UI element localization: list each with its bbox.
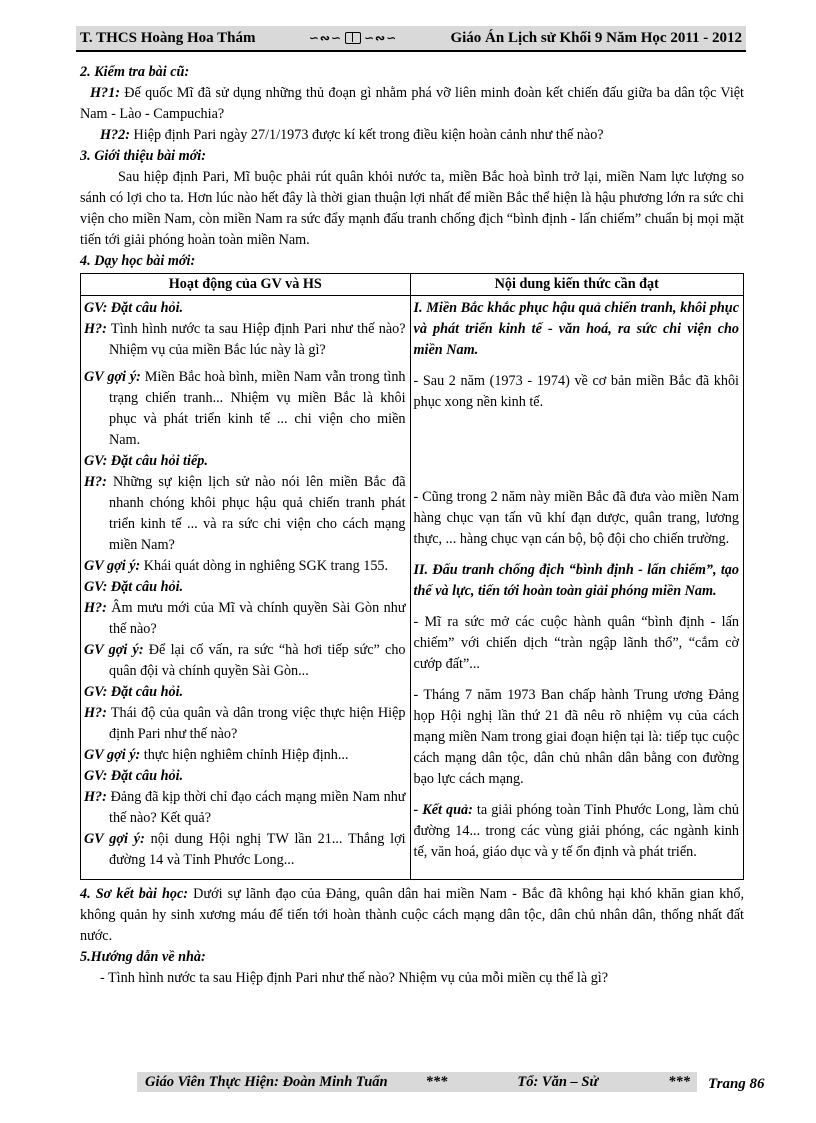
content-item: - Mĩ ra sức mở các cuộc hành quân “bình định - lấn chiếm” với chiến dịch “tràn ngập lãnh thổ”, “cắm cờ cướp đất”... xyxy=(413,614,739,672)
content-item: - Sau 2 năm (1973 - 1974) về cơ bản miền Bắc đã khôi phục xong nền kinh tế. xyxy=(413,373,739,410)
page-number: Trang 86 xyxy=(708,1076,765,1092)
book-icon xyxy=(345,32,361,44)
footer-stars-2: *** xyxy=(668,1073,690,1090)
summary-text: Dưới sự lãnh đạo của Đảng, quân dân hai miền Nam - Bắc đã không hại khó khăn gian khổ, không quản hy sinh xương máu để tiến tới hoàn thành cuộc cách mạng dân tộc, dân chủ nhân dân, thống nhất đất nước. xyxy=(80,886,744,944)
teacher-prompt: GV: Đặt câu hỏi. xyxy=(84,579,184,595)
ornament-left: ∽∾∽ xyxy=(308,30,342,45)
subject-group: Tổ: Văn – Sử xyxy=(517,1073,599,1090)
heading-part-2: II. Đấu tranh chống địch “bình định - lấn chiếm”, tạo thế và lực, tiến tới hoàn toàn giải phóng miền Nam. xyxy=(413,562,739,599)
hint-item: GV gợi ý: thực hiện nghiêm chỉnh Hiệp định... xyxy=(84,747,349,763)
question-1 xyxy=(80,83,744,125)
content-item: - Tháng 7 năm 1973 Ban chấp hành Trung ương Đảng họp Hội nghị lần thứ 21 đã nêu rõ nhiệm vụ của cách mạng miền Nam trong giai đoạn hiện tại là: tiếp tục cuộc cách mạng dân tộc, dân chủ nhân dân bằng con đường bạo lực cách mạng. xyxy=(413,687,739,787)
lesson-summary xyxy=(80,884,744,947)
content-item: - Cũng trong 2 năm này miền Bắc đã đưa vào miền Nam hàng chục vạn tấn vũ khí đạn dược, quân trang, lương thực, ... hàng chục vạn cán bộ, bộ đội cho chiến trường. xyxy=(413,489,739,547)
teacher-prompt: GV: Đặt câu hỏi. xyxy=(84,300,184,316)
question-item: H?: Thái độ của quân và dân trong việc thực hiện Hiệp định Pari như thế nào? xyxy=(84,705,406,742)
hint-item: GV gợi ý: Để lại cố vấn, ra sức “hà hơi tiếp sức” cho quân đội và chính quyền Sài Gòn... xyxy=(84,642,406,679)
homework-text: - Tình hình nước ta sau Hiệp định Pari như thế nào? Nhiệm vụ của mỗi miền cụ thể là gì? xyxy=(100,970,609,986)
hint-item: GV gợi ý: nội dung Hội nghị TW lần 21... Thắng lợi đường 14 và Tỉnh Phước Long... xyxy=(84,831,406,868)
table-row xyxy=(81,296,744,880)
page-header xyxy=(76,26,746,52)
question-item: H?: Âm mưu mới của Mĩ và chính quyền Sài Gòn như thế nào? xyxy=(84,600,406,637)
activities-cell xyxy=(81,296,411,880)
teacher-prompt: GV: Đặt câu hỏi. xyxy=(84,768,184,784)
teacher-prompt: GV: Đặt câu hỏi tiếp. xyxy=(84,453,208,469)
question-1-label: H?1: xyxy=(90,85,120,101)
lesson-table xyxy=(80,273,744,880)
section-4-title: 4. Dạy học bài mới: xyxy=(80,253,196,269)
section-2-title: 2. Kiểm tra bài cũ: xyxy=(80,64,190,80)
hint-item: GV gợi ý: Miền Bắc hoà bình, miền Nam vẫn trong tình trạng chiến tranh... Nhiệm vụ miền Bắc là khôi phục và phát triển kinh tế ... chi viện cho miền Nam. xyxy=(84,369,406,448)
summary-title: 4. Sơ kết bài học: xyxy=(80,886,189,902)
question-1-text: Đế quốc Mĩ đã sử dụng những thủ đoạn gì nhằm phá vỡ liên minh đoàn kết chiến đấu giữa ba dân tộc Việt Nam - Lào - Campuchia? xyxy=(80,85,744,122)
section-3-title: 3. Giới thiệu bài mới: xyxy=(80,148,206,164)
footer-stars-1: *** xyxy=(425,1073,448,1090)
question-item: H?: Đảng đã kịp thời chỉ đạo cách mạng miền Nam như thế nào? Kết quả? xyxy=(84,789,406,826)
question-item: H?: Những sự kiện lịch sử nào nói lên miền Bắc đã nhanh chóng khôi phục hậu quả chiến tranh phát triển kinh tế ... và ra sức chi viện cho cách mạng miền Nam? xyxy=(84,474,406,553)
table-header-row xyxy=(81,274,744,296)
question-2-label: H?2: xyxy=(100,127,130,143)
header-ornament xyxy=(309,28,397,49)
section-3-text: Sau hiệp định Pari, Mĩ buộc phải rút quân khỏi nước ta, miền Bắc hoà bình trở lại, miền Nam lực lượng so sánh có lợi cho ta. Hơn lúc nào hết đây là thời gian thuận lợi nhất để miền Bắc thể hiện là hậu phương lớn ra sức chi viện cho miền Nam, còn miền Nam ra sức đẩy mạnh đấu tranh chống địch “bình định - lấn chiếm” chuẩn bị mọi mặt tiến tới giải phóng hoàn toàn miền Nam. xyxy=(80,169,744,248)
course-title: Giáo Án Lịch sử Khối 9 Năm Học 2011 - 2012 xyxy=(450,29,742,46)
hint-item: GV gợi ý: Khái quát dòng in nghiêng SGK trang 155. xyxy=(84,558,389,574)
page-footer xyxy=(137,1072,697,1092)
ornament-right: ∽∾∽ xyxy=(363,30,398,45)
heading-part-1: I. Miền Bắc khắc phục hậu quả chiến tranh, khôi phục và phát triển kinh tế - văn hoá, ra sức chi viện cho miền Nam. xyxy=(413,300,739,358)
question-item: H?: Tình hình nước ta sau Hiệp định Pari như thế nào? Nhiệm vụ của miền Bắc lúc này là gì? xyxy=(84,321,406,358)
content-cell xyxy=(410,296,743,880)
document-body xyxy=(80,62,744,989)
question-2 xyxy=(80,125,744,146)
column-header-activities: Hoạt động của GV và HS xyxy=(81,274,411,296)
school-name: T. THCS Hoàng Hoa Thám xyxy=(80,29,256,46)
result-item: - Kết quả: ta giải phóng toàn Tỉnh Phước Long, làm chủ đường 14... trong các vùng giải phóng, các ngành kinh tế, văn hoá, giáo dục và y tế ổn định và phát triển. xyxy=(413,802,739,860)
column-header-content: Nội dung kiến thức cần đạt xyxy=(410,274,743,296)
teacher-name: Giáo Viên Thực Hiện: Đoàn Minh Tuấn xyxy=(145,1073,388,1090)
teacher-prompt: GV: Đặt câu hỏi. xyxy=(84,684,184,700)
section-5-title: 5.Hướng dẫn về nhà: xyxy=(80,949,206,965)
question-2-text: Hiệp định Pari ngày 27/1/1973 được kí kết trong điều kiện hoàn cảnh như thế nào? xyxy=(129,127,604,143)
